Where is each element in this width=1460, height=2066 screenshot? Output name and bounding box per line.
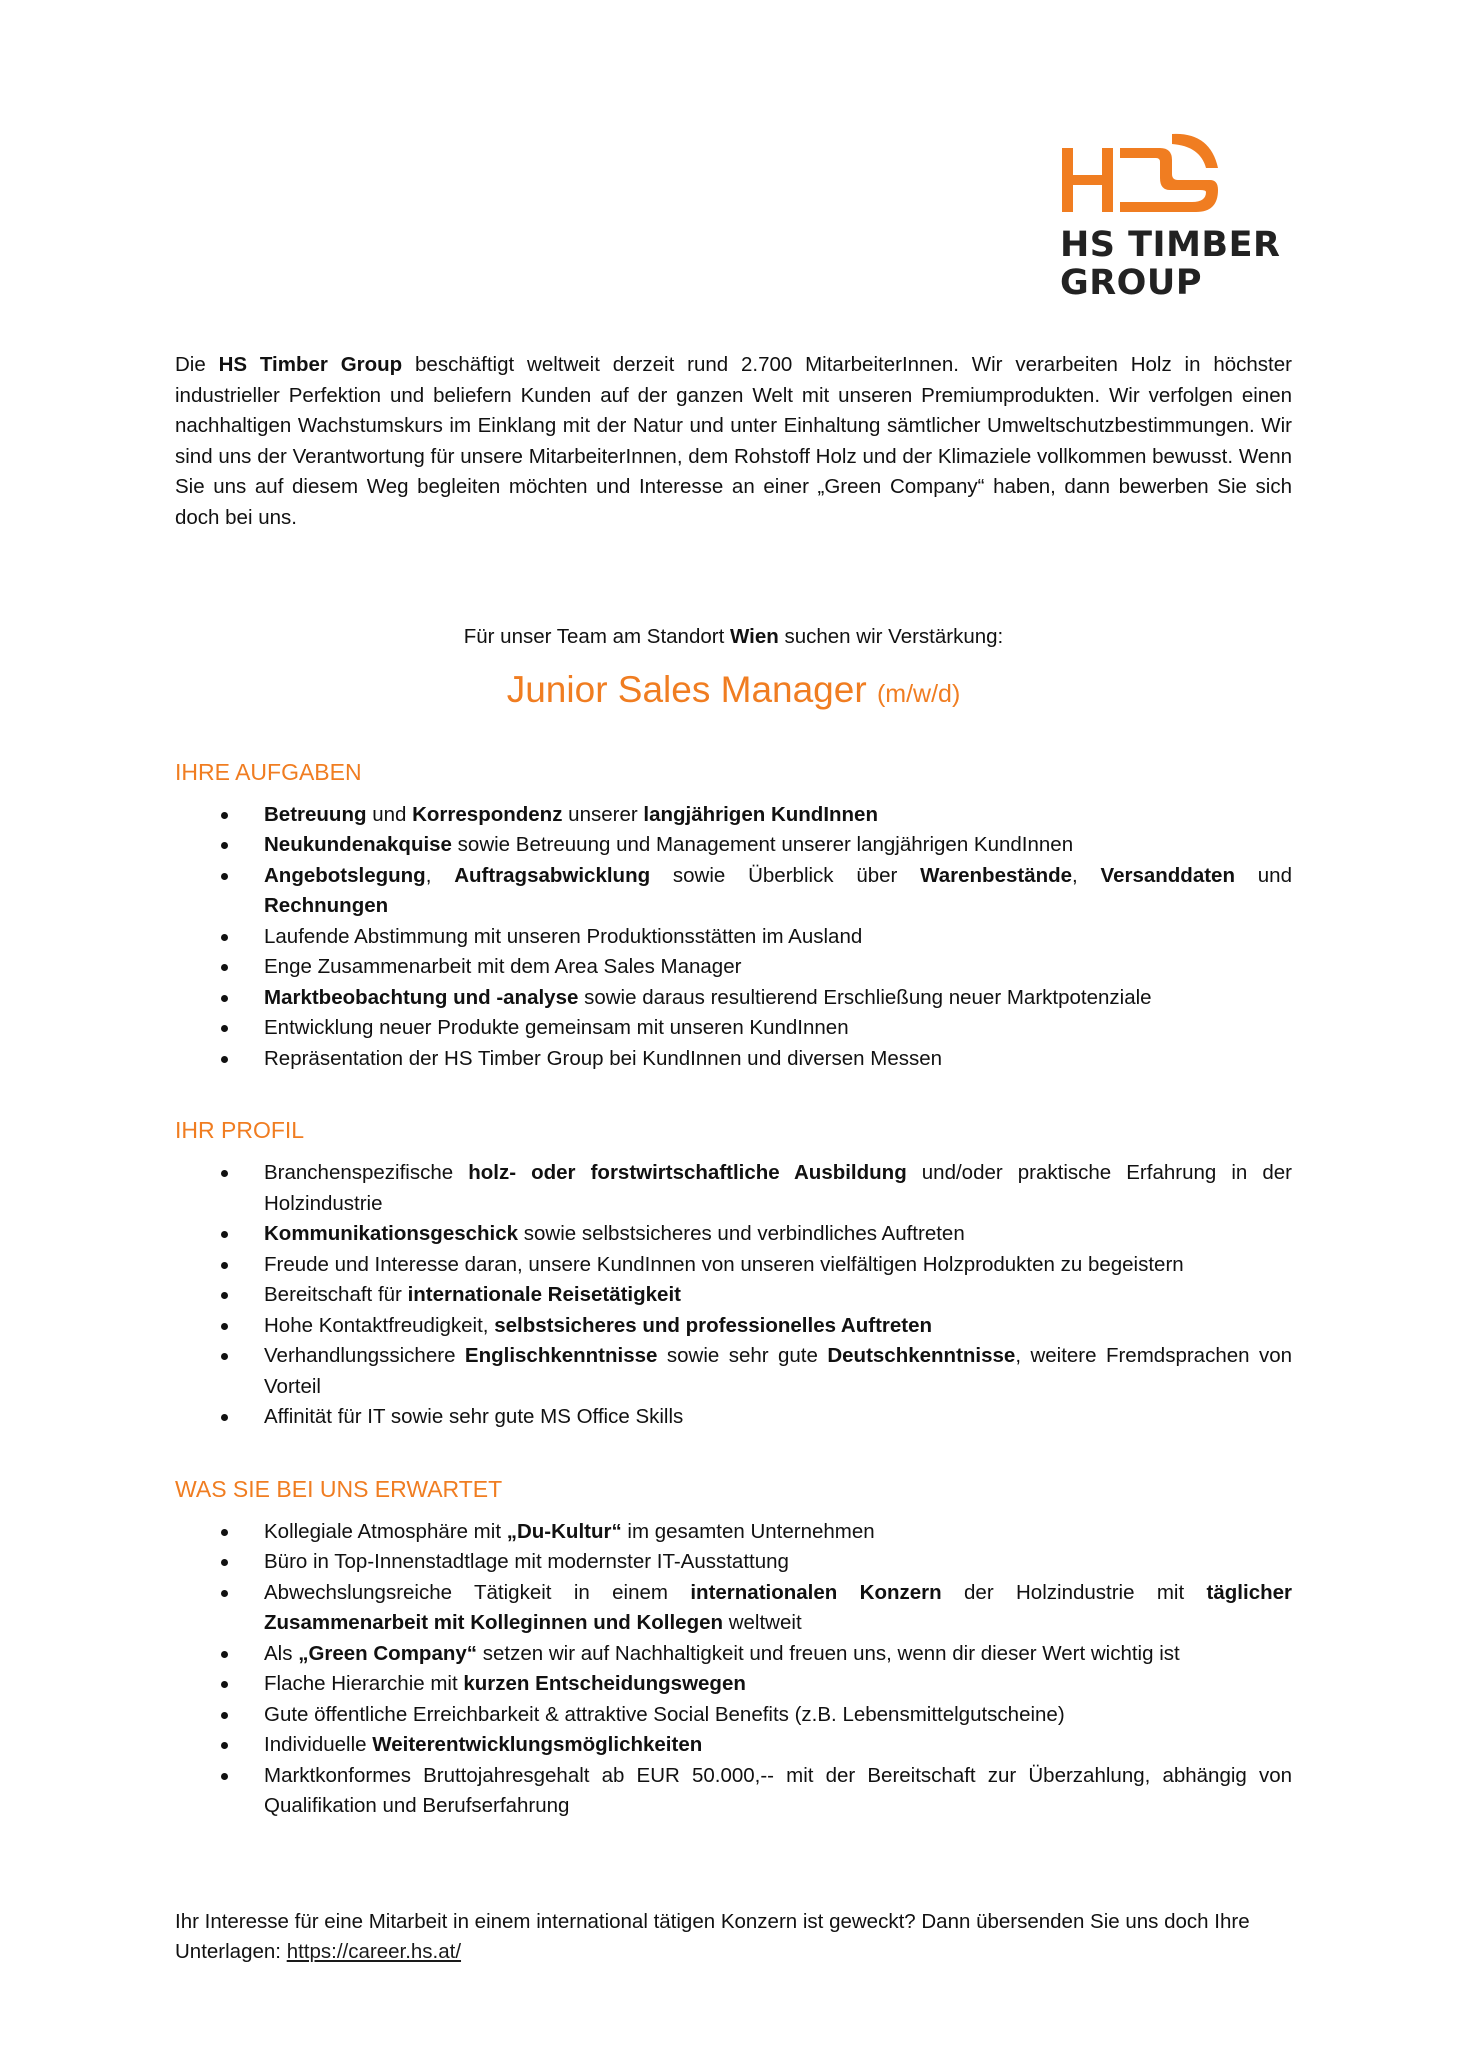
text: Repräsentation der HS Timber Group bei KundInnen und diversen Messen bbox=[264, 1046, 943, 1070]
text: Affinität für IT sowie sehr gute MS Office Skills bbox=[264, 1405, 684, 1428]
job-title bbox=[175, 667, 1292, 717]
text: sowie daraus resultierend Erschließung neuer Marktpotenziale bbox=[578, 985, 1152, 1009]
list-item bbox=[175, 1013, 1292, 1044]
list-item bbox=[175, 983, 1292, 1014]
list-item bbox=[175, 922, 1292, 953]
bold-text: „Du-Kultur“ bbox=[506, 1519, 622, 1543]
text: Hohe Kontaktfreudigkeit, bbox=[264, 1313, 495, 1337]
text: Gute öffentliche Erreichbarkeit & attraktive Social Benefits (z.B. Lebensmittelgutscheine) bbox=[264, 1702, 1065, 1726]
footer-text: Ihr Interesse für eine Mitarbeit in einem international tätigen Konzern ist geweckt? Dann übersenden Sie uns doch Ihre Unterlagen: bbox=[175, 1909, 1250, 1963]
text: , bbox=[1072, 863, 1101, 887]
text: Laufende Abstimmung mit unseren Produktionsstätten im Ausland bbox=[264, 924, 863, 948]
list-item bbox=[175, 1402, 1292, 1433]
text: Verhandlungssichere bbox=[264, 1344, 465, 1367]
search-location: Wien bbox=[729, 625, 779, 648]
section-heading: IHRE AUFGABEN bbox=[175, 758, 362, 785]
list-item bbox=[175, 1669, 1292, 1700]
list-item bbox=[175, 1219, 1292, 1250]
logo-line-2: GROUP bbox=[1060, 263, 1203, 303]
text: und bbox=[366, 802, 413, 826]
list-item bbox=[175, 1044, 1292, 1075]
bullet-list bbox=[175, 800, 1292, 1075]
text: im gesamten Unternehmen bbox=[621, 1519, 875, 1543]
bold-text: internationalen Konzern bbox=[690, 1580, 942, 1604]
bold-text: langjährigen KundInnen bbox=[643, 802, 878, 826]
list-item bbox=[175, 1547, 1292, 1578]
bold-text: Auftragsabwicklung bbox=[454, 863, 651, 887]
bold-text: holz- oder forstwirtschaftliche Ausbildung bbox=[468, 1161, 907, 1184]
career-link[interactable]: https://career.hs.at/ bbox=[286, 1940, 462, 1963]
bold-text: Versanddaten bbox=[1100, 863, 1235, 887]
text: sowie Betreuung und Management unserer langjährigen KundInnen bbox=[451, 833, 1074, 856]
bullet-list bbox=[175, 1158, 1292, 1433]
list-item bbox=[175, 800, 1292, 831]
list-item bbox=[175, 1578, 1292, 1639]
list-item bbox=[175, 830, 1292, 861]
text: Abwechslungsreiche Tätigkeit in einem bbox=[264, 1580, 691, 1604]
logo-wordmark bbox=[1060, 226, 1280, 302]
text: setzen wir auf Nachhaltigkeit und freuen uns, wenn dir dieser Wert wichtig ist bbox=[477, 1641, 1180, 1665]
search-post: suchen wir Verstärkung: bbox=[778, 625, 1004, 648]
section-heading: IHR PROFIL bbox=[175, 1117, 305, 1143]
bold-text: Englischkenntnisse bbox=[464, 1344, 658, 1367]
text: Kollegiale Atmosphäre mit bbox=[264, 1519, 507, 1543]
bullet-list bbox=[175, 1517, 1292, 1822]
footer-paragraph bbox=[175, 1907, 1292, 1968]
text: Individuelle bbox=[264, 1733, 373, 1756]
list-item bbox=[175, 1250, 1292, 1281]
bold-text: Betreuung bbox=[264, 802, 367, 826]
text: unserer bbox=[562, 802, 644, 826]
text: Als bbox=[264, 1641, 299, 1665]
bold-text: Deutschkenntnisse bbox=[827, 1344, 1016, 1367]
sections bbox=[175, 757, 1292, 1822]
bold-text: „Green Company“ bbox=[298, 1641, 478, 1665]
text: Büro in Top-Innenstadtlage mit modernster IT-Ausstattung bbox=[264, 1550, 789, 1573]
bold-text: Weiterentwicklungsmöglichkeiten bbox=[372, 1733, 703, 1756]
bold-text: Marktbeobachtung und -analyse bbox=[264, 985, 579, 1009]
list-item bbox=[175, 1280, 1292, 1311]
section-heading: WAS SIE BEI UNS ERWARTET bbox=[175, 1475, 503, 1502]
list-item bbox=[175, 1730, 1292, 1761]
text: und bbox=[1234, 863, 1292, 887]
bold-text: selbstsicheres und professionelles Auftreten bbox=[494, 1313, 933, 1337]
search-line bbox=[175, 622, 1292, 653]
text: , bbox=[425, 863, 455, 887]
text: Entwicklung neuer Produkte gemeinsam mit unseren KundInnen bbox=[264, 1016, 849, 1039]
list-item bbox=[175, 1158, 1292, 1219]
text: sowie sehr gute bbox=[657, 1344, 828, 1367]
bold-text: Kommunikationsgeschick bbox=[264, 1222, 519, 1245]
list-item bbox=[175, 1700, 1292, 1731]
text: Flache Hierarchie mit bbox=[264, 1672, 464, 1695]
logo-line-1: HS TIMBER bbox=[1060, 225, 1281, 265]
intro-pre: Die bbox=[175, 353, 219, 376]
hs-logo-icon bbox=[1060, 128, 1220, 220]
list-item bbox=[175, 1311, 1292, 1342]
bold-text: Rechnungen bbox=[264, 894, 389, 917]
text: Branchenspezifische bbox=[264, 1161, 469, 1184]
search-pre: Für unser Team am Standort bbox=[463, 625, 730, 648]
list-item bbox=[175, 1761, 1292, 1822]
bold-text: Neukundenakquise bbox=[264, 833, 452, 856]
text: sowie selbstsicheres und verbindliches Auftreten bbox=[518, 1222, 965, 1245]
bold-text: Warenbestände bbox=[920, 863, 1073, 887]
text: und/oder praktische Erfahrung in der Holzindustrie bbox=[264, 1161, 1292, 1215]
bold-text: kurzen Entscheidungswegen bbox=[463, 1672, 746, 1695]
list-item bbox=[175, 861, 1292, 922]
text: Freude und Interesse daran, unsere KundInnen von unseren vielfältigen Holzprodukten zu begeistern bbox=[264, 1252, 1184, 1276]
intro-paragraph bbox=[175, 350, 1292, 533]
list-item bbox=[175, 1517, 1292, 1548]
text: weltweit bbox=[723, 1611, 802, 1634]
company-logo bbox=[1060, 128, 1288, 308]
text: sowie Überblick über bbox=[650, 863, 921, 887]
text: Bereitschaft für bbox=[264, 1283, 408, 1306]
text: der Holzindustrie mit bbox=[941, 1580, 1207, 1604]
bold-text: täglicher Zusammenarbeit mit Kolleginnen und Kollegen bbox=[264, 1580, 1292, 1634]
text: , weitere Fremdsprachen von Vorteil bbox=[264, 1344, 1292, 1398]
bold-text: Angebotslegung bbox=[264, 863, 426, 887]
list-item bbox=[175, 1341, 1292, 1402]
job-title-text: Junior Sales Manager bbox=[506, 668, 867, 710]
bold-text: internationale Reisetätigkeit bbox=[407, 1283, 681, 1306]
document-body bbox=[175, 350, 1292, 1968]
list-item bbox=[175, 952, 1292, 983]
intro-company: HS Timber Group bbox=[218, 353, 403, 376]
text: Marktkonformes Bruttojahresgehalt ab EUR 50.000,-- mit der Bereitschaft zur Überzahlung, abhängig von Qualifikation und Berufserfahrung bbox=[264, 1763, 1292, 1817]
list-item bbox=[175, 1639, 1292, 1670]
text: Enge Zusammenarbeit mit dem Area Sales Manager bbox=[264, 955, 742, 978]
bold-text: Korrespondenz bbox=[412, 802, 563, 826]
job-title-suffix: (m/w/d) bbox=[876, 679, 961, 708]
intro-text: beschäftigt weltweit derzeit rund 2.700 MitarbeiterInnen. Wir verarbeiten Holz in höchster industrieller Perfektion und beliefern Kunden auf der ganzen Welt mit unseren Premiumprodukten. Wir verfolgen einen nachhaltigen Wachstumskurs im Einklang mit der Natur und unter Einhaltung sämtlicher Umweltschutzbestimmungen. Wir sind uns der Verantwortung für unsere MitarbeiterInnen, dem Rohstoff Holz und der Klimaziele vollkommen bewusst. Wenn Sie uns auf diesem Weg begleiten möchten und Interesse an einer „Green Company“ haben, dann bewerben Sie sich doch bei uns. bbox=[175, 353, 1292, 529]
